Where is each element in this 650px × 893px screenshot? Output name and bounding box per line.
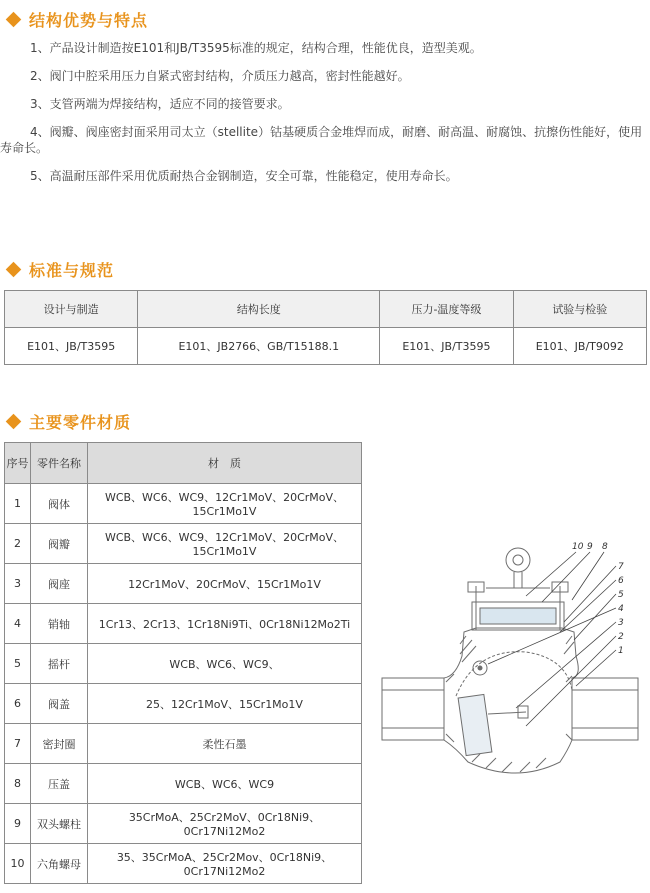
section-title: 主要零件材质	[29, 413, 132, 432]
table-cell: E101、JB/T9092	[513, 328, 646, 365]
callout-8: 8	[602, 542, 608, 552]
row-number: 8	[5, 764, 31, 804]
feature-item: 4、阀瓣、阀座密封面采用司太立（stellite）钴基硬质合金堆焊而成，耐磨、耐高温、耐腐蚀、抗擦伤性能好，使用寿命长。	[0, 125, 643, 155]
part-name: 摇杆	[31, 644, 88, 684]
callout-6: 6	[618, 576, 624, 586]
table-row	[5, 684, 362, 724]
table-row	[5, 764, 362, 804]
section-standards-heading	[4, 258, 114, 281]
part-name: 阀瓣	[31, 524, 88, 564]
section-title: 结构优势与特点	[29, 11, 149, 30]
valve-cross-section-drawing	[376, 536, 646, 786]
table-row	[5, 804, 362, 844]
callout-9: 9	[587, 542, 593, 552]
feature-item: 1、产品设计制造按E101和JB/T3595标准的规定，结构合理，性能优良，造型美观。	[30, 41, 482, 55]
table-row	[5, 724, 362, 764]
part-material: WCB、WC6、WC9	[88, 764, 362, 804]
table-row	[5, 604, 362, 644]
callout-7: 7	[618, 562, 624, 572]
table-row	[5, 524, 362, 564]
feature-item: 2、阀门中腔采用压力自紧式密封结构，介质压力越高，密封性能越好。	[30, 69, 410, 83]
callout-5: 5	[618, 590, 624, 600]
table-cell: E101、JB2766、GB/T15188.1	[138, 328, 380, 365]
section-structure-heading	[4, 8, 148, 31]
table-row	[5, 564, 362, 604]
header-cell: 试验与检验	[513, 291, 646, 328]
row-number: 10	[5, 844, 31, 884]
callout-10: 10	[572, 542, 584, 552]
row-number: 5	[5, 644, 31, 684]
callout-2: 2	[618, 632, 624, 642]
part-name: 阀盖	[31, 684, 88, 724]
table-header-row	[5, 291, 647, 328]
materials-table	[4, 442, 362, 884]
row-number: 4	[5, 604, 31, 644]
callout-1: 1	[618, 646, 624, 656]
diamond-bullet-icon	[6, 414, 22, 430]
part-name: 阀座	[31, 564, 88, 604]
part-name: 阀体	[31, 484, 88, 524]
part-material: WCB、WC6、WC9、	[88, 644, 362, 684]
row-number: 3	[5, 564, 31, 604]
callout-4: 4	[618, 604, 624, 614]
part-material: 12Cr1MoV、20CrMoV、15Cr1Mo1V	[88, 564, 362, 604]
feature-item: 3、支管两端为焊接结构，适应不同的接管要求。	[30, 97, 290, 111]
table-cell: E101、JB/T3595	[380, 328, 513, 365]
section-materials-heading	[4, 410, 131, 433]
row-number: 7	[5, 724, 31, 764]
header-cell: 零件名称	[31, 443, 88, 484]
diamond-bullet-icon	[6, 262, 22, 278]
table-cell: E101、JB/T3595	[5, 328, 138, 365]
row-number: 6	[5, 684, 31, 724]
part-material: WCB、WC6、WC9、12Cr1MoV、20CrMoV、15Cr1Mo1V	[88, 484, 362, 524]
row-number: 9	[5, 804, 31, 844]
header-cell: 结构长度	[138, 291, 380, 328]
header-cell: 设计与制造	[5, 291, 138, 328]
table-row	[5, 844, 362, 884]
standards-table	[4, 290, 647, 365]
row-number: 2	[5, 524, 31, 564]
part-name: 双头螺柱	[31, 804, 88, 844]
section-title: 标准与规范	[29, 261, 115, 280]
feature-list	[0, 40, 650, 196]
feature-item: 5、高温耐压部件采用优质耐热合金钢制造，安全可靠，性能稳定，使用寿命长。	[30, 169, 458, 183]
table-row	[5, 644, 362, 684]
row-number: 1	[5, 484, 31, 524]
part-material: WCB、WC6、WC9、12Cr1MoV、20CrMoV、15Cr1Mo1V	[88, 524, 362, 564]
header-cell: 压力-温度等级	[380, 291, 513, 328]
part-material: 1Cr13、2Cr13、1Cr18Ni9Ti、0Cr18Ni12Mo2Ti	[88, 604, 362, 644]
table-header-row	[5, 443, 362, 484]
diamond-bullet-icon	[6, 12, 22, 28]
header-cell: 材 质	[88, 443, 362, 484]
part-material: 35、35CrMoA、25Cr2Mov、0Cr18Ni9、0Cr17Ni12Mo2	[88, 844, 362, 884]
table-row	[5, 484, 362, 524]
part-material: 柔性石墨	[88, 724, 362, 764]
part-name: 销轴	[31, 604, 88, 644]
part-material: 35CrMoA、25Cr2MoV、0Cr18Ni9、0Cr17Ni12Mo2	[88, 804, 362, 844]
callout-3: 3	[618, 618, 624, 628]
part-name: 压盖	[31, 764, 88, 804]
table-row	[5, 328, 647, 365]
part-name: 密封圈	[31, 724, 88, 764]
part-name: 六角螺母	[31, 844, 88, 884]
part-material: 25、12Cr1MoV、15Cr1Mo1V	[88, 684, 362, 724]
header-cell: 序号	[5, 443, 31, 484]
